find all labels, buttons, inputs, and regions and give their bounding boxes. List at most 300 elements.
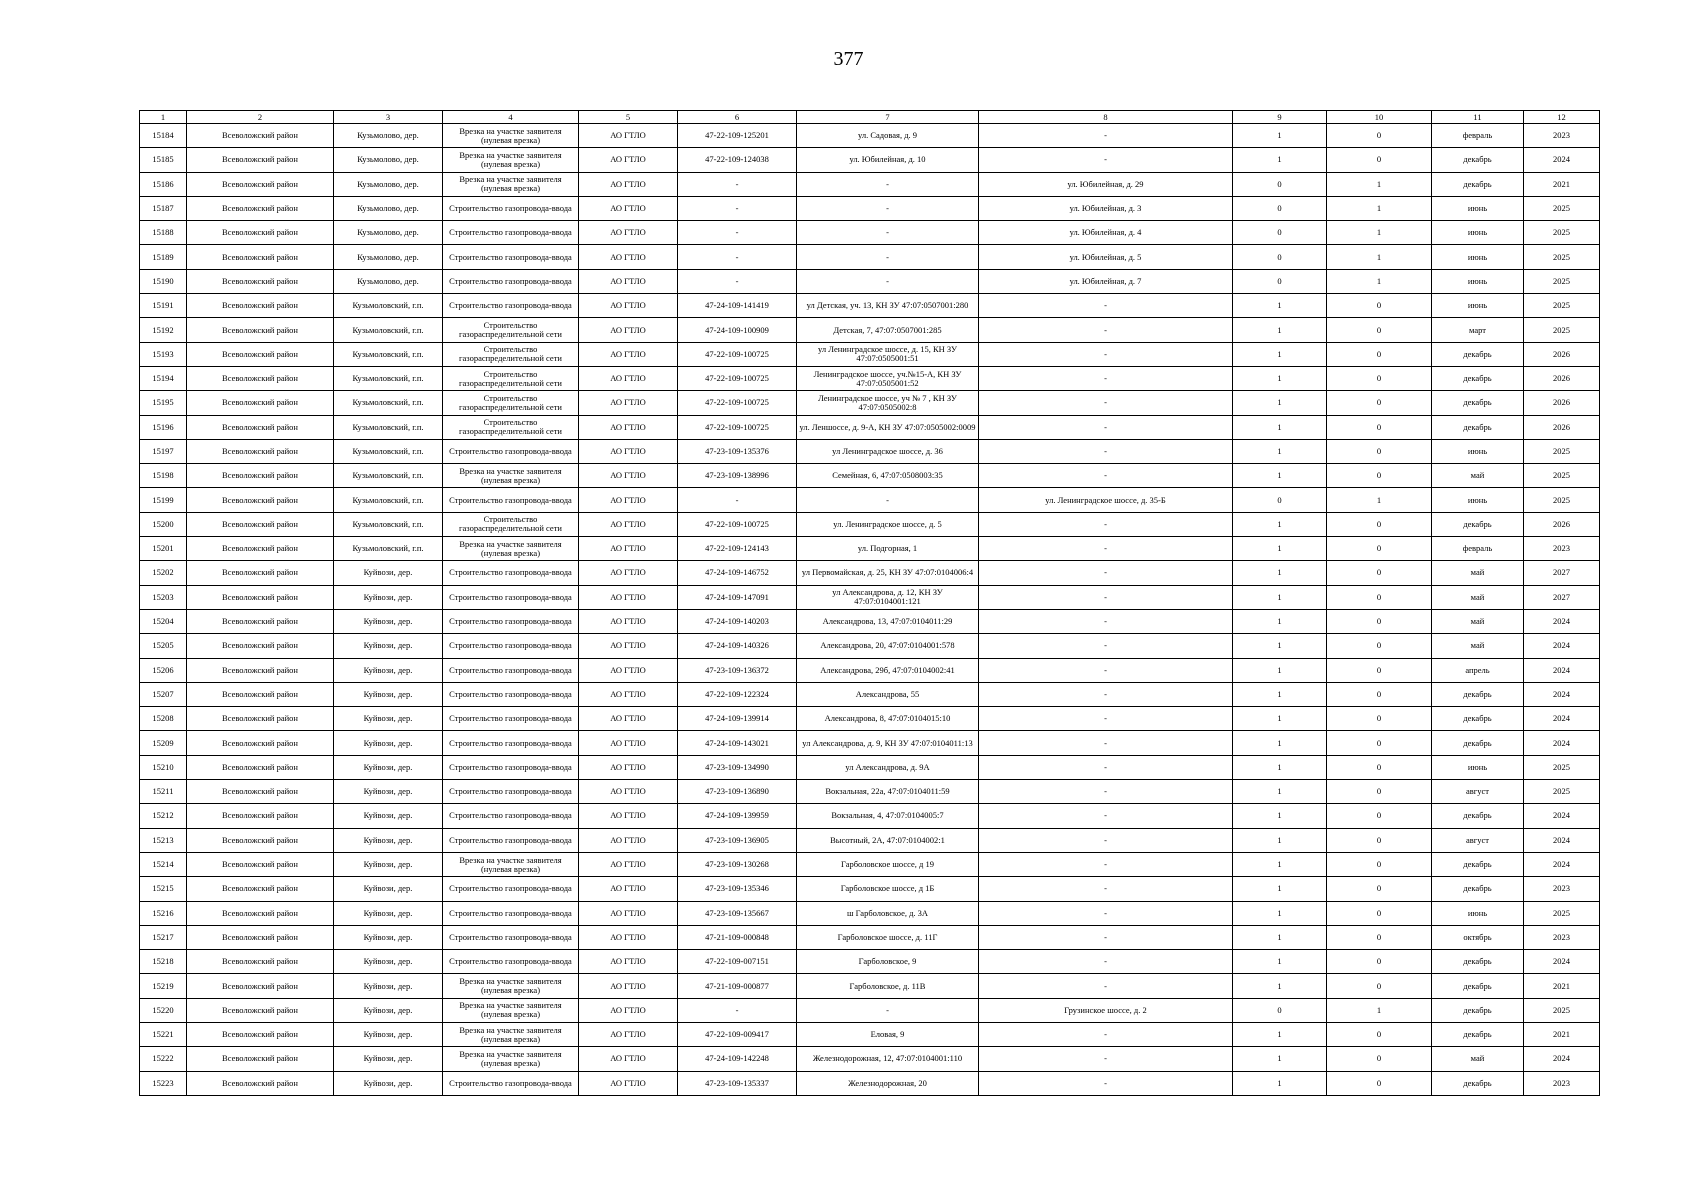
header-row <box>140 111 1600 124</box>
table-cell: 47-22-109-124143 <box>678 537 797 561</box>
table-cell: АО ГТЛО <box>579 561 678 585</box>
table-cell: 1 <box>1233 1022 1327 1046</box>
table-cell: 15193 <box>140 342 187 366</box>
table-cell: 1 <box>1327 221 1432 245</box>
table-cell: декабрь <box>1432 877 1524 901</box>
table-cell: 1 <box>1233 682 1327 706</box>
table-cell: Куйвози, дер. <box>334 974 443 998</box>
table-cell: июнь <box>1432 269 1524 293</box>
table-cell: 2026 <box>1524 512 1600 536</box>
table-cell: - <box>678 998 797 1022</box>
table-cell: 47-23-109-135337 <box>678 1071 797 1095</box>
table-cell: Строительство газопровода-ввода <box>443 196 579 220</box>
table-cell: АО ГТЛО <box>579 221 678 245</box>
table-cell: декабрь <box>1432 415 1524 439</box>
table-cell: Всеволожский район <box>187 682 334 706</box>
table-cell: Куйвози, дер. <box>334 707 443 731</box>
table-cell: 47-22-109-100725 <box>678 512 797 536</box>
table-cell: декабрь <box>1432 974 1524 998</box>
table-cell: 47-24-109-140326 <box>678 634 797 658</box>
table-cell: 0 <box>1327 901 1432 925</box>
table-cell: Всеволожский район <box>187 1022 334 1046</box>
table-cell: 1 <box>1233 415 1327 439</box>
table-row <box>140 391 1600 415</box>
page-number: 377 <box>833 48 864 70</box>
table-cell: АО ГТЛО <box>579 682 678 706</box>
table-cell: 47-24-109-146752 <box>678 561 797 585</box>
table-cell: 1 <box>1233 585 1327 609</box>
table-cell: Кузьмолово, дер. <box>334 148 443 172</box>
table-cell: июнь <box>1432 439 1524 463</box>
column-header: 9 <box>1233 111 1327 124</box>
table-cell: АО ГТЛО <box>579 196 678 220</box>
table-cell: 47-23-109-136905 <box>678 828 797 852</box>
table-cell: Врезка на участке заявителя (нулевая врезка) <box>443 1047 579 1071</box>
table-row <box>140 148 1600 172</box>
table-cell: 15223 <box>140 1071 187 1095</box>
table-row <box>140 852 1600 876</box>
table-cell: 47-22-109-100725 <box>678 391 797 415</box>
table-cell: Гарболовское шоссе, д. 11Г <box>797 925 979 949</box>
table-cell: 15202 <box>140 561 187 585</box>
table-cell: - <box>979 391 1233 415</box>
table-cell: Строительство газопровода-ввода <box>443 488 579 512</box>
table-cell: Врезка на участке заявителя (нулевая врезка) <box>443 1022 579 1046</box>
table-cell: Всеволожский район <box>187 269 334 293</box>
table-cell: ул Александрова, д. 12, КН ЗУ 47:07:0104001:121 <box>797 585 979 609</box>
table-cell: 15211 <box>140 780 187 804</box>
table-cell: февраль <box>1432 124 1524 148</box>
table-cell: Куйвози, дер. <box>334 682 443 706</box>
table-cell: 0 <box>1327 877 1432 901</box>
table-cell: 0 <box>1327 609 1432 633</box>
column-header: 7 <box>797 111 979 124</box>
table-cell: - <box>979 585 1233 609</box>
table-cell: - <box>979 1047 1233 1071</box>
table-cell: Вокзальная, 4, 47:07:0104005:7 <box>797 804 979 828</box>
table-cell: 15190 <box>140 269 187 293</box>
table-cell: Врезка на участке заявителя (нулевая врезка) <box>443 974 579 998</box>
table-cell: 15214 <box>140 852 187 876</box>
table-cell: Кузьмолово, дер. <box>334 172 443 196</box>
table-row <box>140 245 1600 269</box>
table-cell: 47-21-109-000877 <box>678 974 797 998</box>
table-cell: Куйвози, дер. <box>334 877 443 901</box>
table-cell: 2025 <box>1524 269 1600 293</box>
table-cell: 2025 <box>1524 780 1600 804</box>
table-cell: - <box>979 124 1233 148</box>
table-cell: 1 <box>1233 755 1327 779</box>
table-cell: 15194 <box>140 366 187 390</box>
table-cell: АО ГТЛО <box>579 658 678 682</box>
table-cell: - <box>979 755 1233 779</box>
table-cell: Строительство газопровода-ввода <box>443 1071 579 1095</box>
table-cell: 1 <box>1233 148 1327 172</box>
table-cell: Высотный, 2А, 47:07:0104002:1 <box>797 828 979 852</box>
table-cell: 0 <box>1327 804 1432 828</box>
table-cell: Гарболовское шоссе, д 19 <box>797 852 979 876</box>
table-row <box>140 464 1600 488</box>
table-cell: 2025 <box>1524 998 1600 1022</box>
table-cell: июнь <box>1432 755 1524 779</box>
table-cell: 0 <box>1233 196 1327 220</box>
table-cell: Всеволожский район <box>187 998 334 1022</box>
table-cell: АО ГТЛО <box>579 609 678 633</box>
table-cell: - <box>979 804 1233 828</box>
table-cell: 2025 <box>1524 901 1600 925</box>
table-cell: 1 <box>1233 124 1327 148</box>
table-cell: 2024 <box>1524 634 1600 658</box>
table-row <box>140 731 1600 755</box>
table-cell: АО ГТЛО <box>579 537 678 561</box>
table-cell: 15200 <box>140 512 187 536</box>
table-cell: АО ГТЛО <box>579 439 678 463</box>
table-cell: АО ГТЛО <box>579 148 678 172</box>
table-cell: декабрь <box>1432 852 1524 876</box>
table-cell: 0 <box>1327 439 1432 463</box>
table-cell: - <box>797 269 979 293</box>
table-cell: Всеволожский район <box>187 852 334 876</box>
table-row <box>140 512 1600 536</box>
table-cell: Строительство газопровода-ввода <box>443 439 579 463</box>
table-cell: АО ГТЛО <box>579 901 678 925</box>
table-cell: - <box>979 634 1233 658</box>
table-cell: 47-22-109-124038 <box>678 148 797 172</box>
table-cell: Куйвози, дер. <box>334 828 443 852</box>
table-cell: АО ГТЛО <box>579 1071 678 1095</box>
table-cell: Куйвози, дер. <box>334 901 443 925</box>
table-row <box>140 124 1600 148</box>
table-cell: ул. Юбилейная, д. 7 <box>979 269 1233 293</box>
table-cell: 47-23-109-135667 <box>678 901 797 925</box>
table-cell: Куйвози, дер. <box>334 852 443 876</box>
table-cell: 1 <box>1327 998 1432 1022</box>
table-cell: 0 <box>1327 342 1432 366</box>
table-cell: Врезка на участке заявителя (нулевая врезка) <box>443 148 579 172</box>
table-cell: Кузьмоловский, г.п. <box>334 512 443 536</box>
table-cell: АО ГТЛО <box>579 1022 678 1046</box>
table-cell: октябрь <box>1432 925 1524 949</box>
column-header: 11 <box>1432 111 1524 124</box>
table-cell: Вокзальная, 22а, 47:07:0104011:59 <box>797 780 979 804</box>
table-cell: декабрь <box>1432 1022 1524 1046</box>
table-cell: 15221 <box>140 1022 187 1046</box>
table-cell: 0 <box>1327 585 1432 609</box>
table-cell: Гарболовское, 9 <box>797 950 979 974</box>
table-cell: 2026 <box>1524 391 1600 415</box>
table-cell: Всеволожский район <box>187 196 334 220</box>
table-cell: АО ГТЛО <box>579 950 678 974</box>
table-cell: 1 <box>1233 877 1327 901</box>
table-cell: Всеволожский район <box>187 658 334 682</box>
table-cell: 2025 <box>1524 488 1600 512</box>
table-cell: Куйвози, дер. <box>334 755 443 779</box>
table-cell: АО ГТЛО <box>579 318 678 342</box>
table-row <box>140 561 1600 585</box>
table-cell: Всеволожский район <box>187 925 334 949</box>
table-cell: - <box>979 877 1233 901</box>
gasification-register-table <box>139 110 1600 1096</box>
table-cell: Всеволожский район <box>187 148 334 172</box>
table-cell: - <box>979 561 1233 585</box>
table-cell: Куйвози, дер. <box>334 731 443 755</box>
table-cell: Гарболовское шоссе, д 1Б <box>797 877 979 901</box>
table-cell: декабрь <box>1432 512 1524 536</box>
table-cell: 47-24-109-147091 <box>678 585 797 609</box>
table-cell: декабрь <box>1432 342 1524 366</box>
table-cell: Врезка на участке заявителя (нулевая врезка) <box>443 852 579 876</box>
table-cell: 2025 <box>1524 464 1600 488</box>
table-cell: 0 <box>1327 828 1432 852</box>
table-cell: 15203 <box>140 585 187 609</box>
table-cell: 1 <box>1233 318 1327 342</box>
table-cell: 15184 <box>140 124 187 148</box>
table-cell: 1 <box>1233 1071 1327 1095</box>
table-cell: декабрь <box>1432 731 1524 755</box>
table-cell: Куйвози, дер. <box>334 585 443 609</box>
table-cell: ул. Ленинградское шоссе, д. 35-Б <box>979 488 1233 512</box>
table-cell: Строительство газопровода-ввода <box>443 658 579 682</box>
table-cell: Александрова, 20, 47:07:0104001:578 <box>797 634 979 658</box>
table-row <box>140 1022 1600 1046</box>
table-cell: 15196 <box>140 415 187 439</box>
table-cell: 47-22-109-100725 <box>678 342 797 366</box>
table-cell: февраль <box>1432 537 1524 561</box>
table-cell: Всеволожский район <box>187 512 334 536</box>
table-cell: декабрь <box>1432 804 1524 828</box>
table-cell: 0 <box>1327 391 1432 415</box>
table-cell: август <box>1432 828 1524 852</box>
table-cell: - <box>678 221 797 245</box>
table-row <box>140 366 1600 390</box>
table-cell: 2024 <box>1524 828 1600 852</box>
table-cell: АО ГТЛО <box>579 585 678 609</box>
table-cell: - <box>979 512 1233 536</box>
table-cell: Всеволожский район <box>187 124 334 148</box>
table-cell: - <box>797 221 979 245</box>
table-cell: - <box>979 415 1233 439</box>
column-header: 8 <box>979 111 1233 124</box>
table-cell: июнь <box>1432 221 1524 245</box>
table-cell: АО ГТЛО <box>579 294 678 318</box>
table-cell: Строительство газораспределительной сети <box>443 342 579 366</box>
table-cell: АО ГТЛО <box>579 124 678 148</box>
table-cell: 2026 <box>1524 415 1600 439</box>
table-cell: декабрь <box>1432 366 1524 390</box>
table-cell: Александрова, 13, 47:07:0104011:29 <box>797 609 979 633</box>
table-cell: 1 <box>1233 561 1327 585</box>
table-cell: Строительство газопровода-ввода <box>443 561 579 585</box>
table-cell: Куйвози, дер. <box>334 658 443 682</box>
table-cell: АО ГТЛО <box>579 342 678 366</box>
table-cell: ш Гарболовское, д. 3А <box>797 901 979 925</box>
table-cell: май <box>1432 561 1524 585</box>
table-cell: - <box>979 148 1233 172</box>
table-cell: АО ГТЛО <box>579 974 678 998</box>
table-cell: 0 <box>1233 221 1327 245</box>
table-cell: 0 <box>1233 245 1327 269</box>
table-cell: Строительство газопровода-ввода <box>443 585 579 609</box>
table-cell: 2021 <box>1524 974 1600 998</box>
table-cell: 15204 <box>140 609 187 633</box>
table-cell: май <box>1432 1047 1524 1071</box>
table-cell: 15217 <box>140 925 187 949</box>
table-cell: - <box>979 318 1233 342</box>
table-cell: ул Александрова, д. 9, КН ЗУ 47:07:0104011:13 <box>797 731 979 755</box>
table-cell: Строительство газопровода-ввода <box>443 901 579 925</box>
table-cell: - <box>979 852 1233 876</box>
table-cell: 2025 <box>1524 245 1600 269</box>
table-cell: Строительство газопровода-ввода <box>443 682 579 706</box>
table-cell: Ленинградское шоссе, уч.№15-А, КН ЗУ 47:07:0505001:52 <box>797 366 979 390</box>
table-cell: Строительство газораспределительной сети <box>443 391 579 415</box>
table-cell: 15215 <box>140 877 187 901</box>
table-cell: АО ГТЛО <box>579 804 678 828</box>
table-cell: Строительство газопровода-ввода <box>443 221 579 245</box>
table-cell: 0 <box>1327 124 1432 148</box>
table-cell: - <box>979 294 1233 318</box>
table-cell: Куйвози, дер. <box>334 1047 443 1071</box>
table-cell: Всеволожский район <box>187 804 334 828</box>
table-cell: Всеволожский район <box>187 294 334 318</box>
table-cell: Всеволожский район <box>187 901 334 925</box>
table-row <box>140 294 1600 318</box>
table-cell: - <box>979 439 1233 463</box>
table-cell: 1 <box>1233 852 1327 876</box>
table-cell: 1 <box>1233 391 1327 415</box>
table-cell: Всеволожский район <box>187 464 334 488</box>
table-cell: декабрь <box>1432 998 1524 1022</box>
table-cell: Кузьмоловский, г.п. <box>334 366 443 390</box>
table-cell: 15213 <box>140 828 187 852</box>
table-cell: Кузьмоловский, г.п. <box>334 488 443 512</box>
table-cell: АО ГТЛО <box>579 245 678 269</box>
table-cell: 2021 <box>1524 1022 1600 1046</box>
table-cell: 47-24-109-141419 <box>678 294 797 318</box>
table-cell: 1 <box>1233 464 1327 488</box>
table-cell: Строительство газопровода-ввода <box>443 707 579 731</box>
table-cell: Всеволожский район <box>187 828 334 852</box>
table-cell: 47-24-109-139959 <box>678 804 797 828</box>
table-cell: 2023 <box>1524 1071 1600 1095</box>
table-cell: апрель <box>1432 658 1524 682</box>
table-cell: 2024 <box>1524 1047 1600 1071</box>
table-cell: Кузьмолово, дер. <box>334 269 443 293</box>
table-row <box>140 828 1600 852</box>
table-cell: ул. Юбилейная, д. 3 <box>979 196 1233 220</box>
table-row <box>140 1071 1600 1095</box>
table-row <box>140 877 1600 901</box>
table-cell: - <box>979 901 1233 925</box>
table-cell: ул. Леншоссе, д. 9-А, КН ЗУ 47:07:0505002:0009 <box>797 415 979 439</box>
table-cell: - <box>678 488 797 512</box>
table-cell: ул. Садовая, д. 9 <box>797 124 979 148</box>
table-cell: 0 <box>1327 780 1432 804</box>
table-cell: Врезка на участке заявителя (нулевая врезка) <box>443 124 579 148</box>
table-cell: 47-22-109-007151 <box>678 950 797 974</box>
table-cell: 0 <box>1327 537 1432 561</box>
table-cell: Кузьмоловский, г.п. <box>334 391 443 415</box>
table-cell: 15195 <box>140 391 187 415</box>
table-cell: декабрь <box>1432 1071 1524 1095</box>
table-cell: Строительство газопровода-ввода <box>443 828 579 852</box>
table-cell: 15185 <box>140 148 187 172</box>
table-cell: 0 <box>1327 294 1432 318</box>
table-cell: 0 <box>1327 318 1432 342</box>
table-body <box>140 124 1600 1096</box>
table-cell: - <box>678 245 797 269</box>
table-cell: - <box>979 950 1233 974</box>
table-cell: АО ГТЛО <box>579 172 678 196</box>
table-cell: АО ГТЛО <box>579 512 678 536</box>
table-cell: Всеволожский район <box>187 561 334 585</box>
table-cell: Кузьмоловский, г.п. <box>334 464 443 488</box>
table-cell: 2024 <box>1524 658 1600 682</box>
table-cell: 1 <box>1327 245 1432 269</box>
table-cell: АО ГТЛО <box>579 464 678 488</box>
table-row <box>140 707 1600 731</box>
table-cell: АО ГТЛО <box>579 391 678 415</box>
table-cell: Строительство газопровода-ввода <box>443 755 579 779</box>
table-cell: 1 <box>1233 804 1327 828</box>
table-cell: Всеволожский район <box>187 221 334 245</box>
table-cell: 0 <box>1233 269 1327 293</box>
table-cell: июнь <box>1432 488 1524 512</box>
table-cell: - <box>979 1022 1233 1046</box>
table-cell: Куйвози, дер. <box>334 634 443 658</box>
table-cell: март <box>1432 318 1524 342</box>
table-cell: 0 <box>1327 682 1432 706</box>
table-cell: Всеволожский район <box>187 342 334 366</box>
table-cell: Кузьмоловский, г.п. <box>334 318 443 342</box>
table-cell: - <box>797 245 979 269</box>
table-cell: 15220 <box>140 998 187 1022</box>
table-cell: май <box>1432 585 1524 609</box>
table-cell: - <box>797 998 979 1022</box>
table-cell: 2027 <box>1524 585 1600 609</box>
table-cell: 47-24-109-100909 <box>678 318 797 342</box>
table-row <box>140 609 1600 633</box>
column-header: 2 <box>187 111 334 124</box>
table-cell: Всеволожский район <box>187 488 334 512</box>
column-header: 12 <box>1524 111 1600 124</box>
table-cell: 15210 <box>140 755 187 779</box>
table-cell: май <box>1432 464 1524 488</box>
table-cell: июнь <box>1432 245 1524 269</box>
table-cell: Строительство газопровода-ввода <box>443 245 579 269</box>
table-cell: Всеволожский район <box>187 731 334 755</box>
table-row <box>140 196 1600 220</box>
table-cell: 1 <box>1233 366 1327 390</box>
table-cell: 47-21-109-000848 <box>678 925 797 949</box>
table-cell: АО ГТЛО <box>579 366 678 390</box>
table-cell: Всеволожский район <box>187 537 334 561</box>
column-header: 1 <box>140 111 187 124</box>
table-cell: 15197 <box>140 439 187 463</box>
table-cell: Кузьмоловский, г.п. <box>334 537 443 561</box>
table-cell: - <box>979 974 1233 998</box>
table-cell: Строительство газопровода-ввода <box>443 925 579 949</box>
table-cell: 47-22-109-100725 <box>678 366 797 390</box>
table-cell: 2025 <box>1524 439 1600 463</box>
table-cell: 0 <box>1327 1071 1432 1095</box>
table-cell: АО ГТЛО <box>579 755 678 779</box>
table-cell: Всеволожский район <box>187 439 334 463</box>
table-cell: - <box>678 269 797 293</box>
column-header: 5 <box>579 111 678 124</box>
column-header: 4 <box>443 111 579 124</box>
table-cell: 15187 <box>140 196 187 220</box>
